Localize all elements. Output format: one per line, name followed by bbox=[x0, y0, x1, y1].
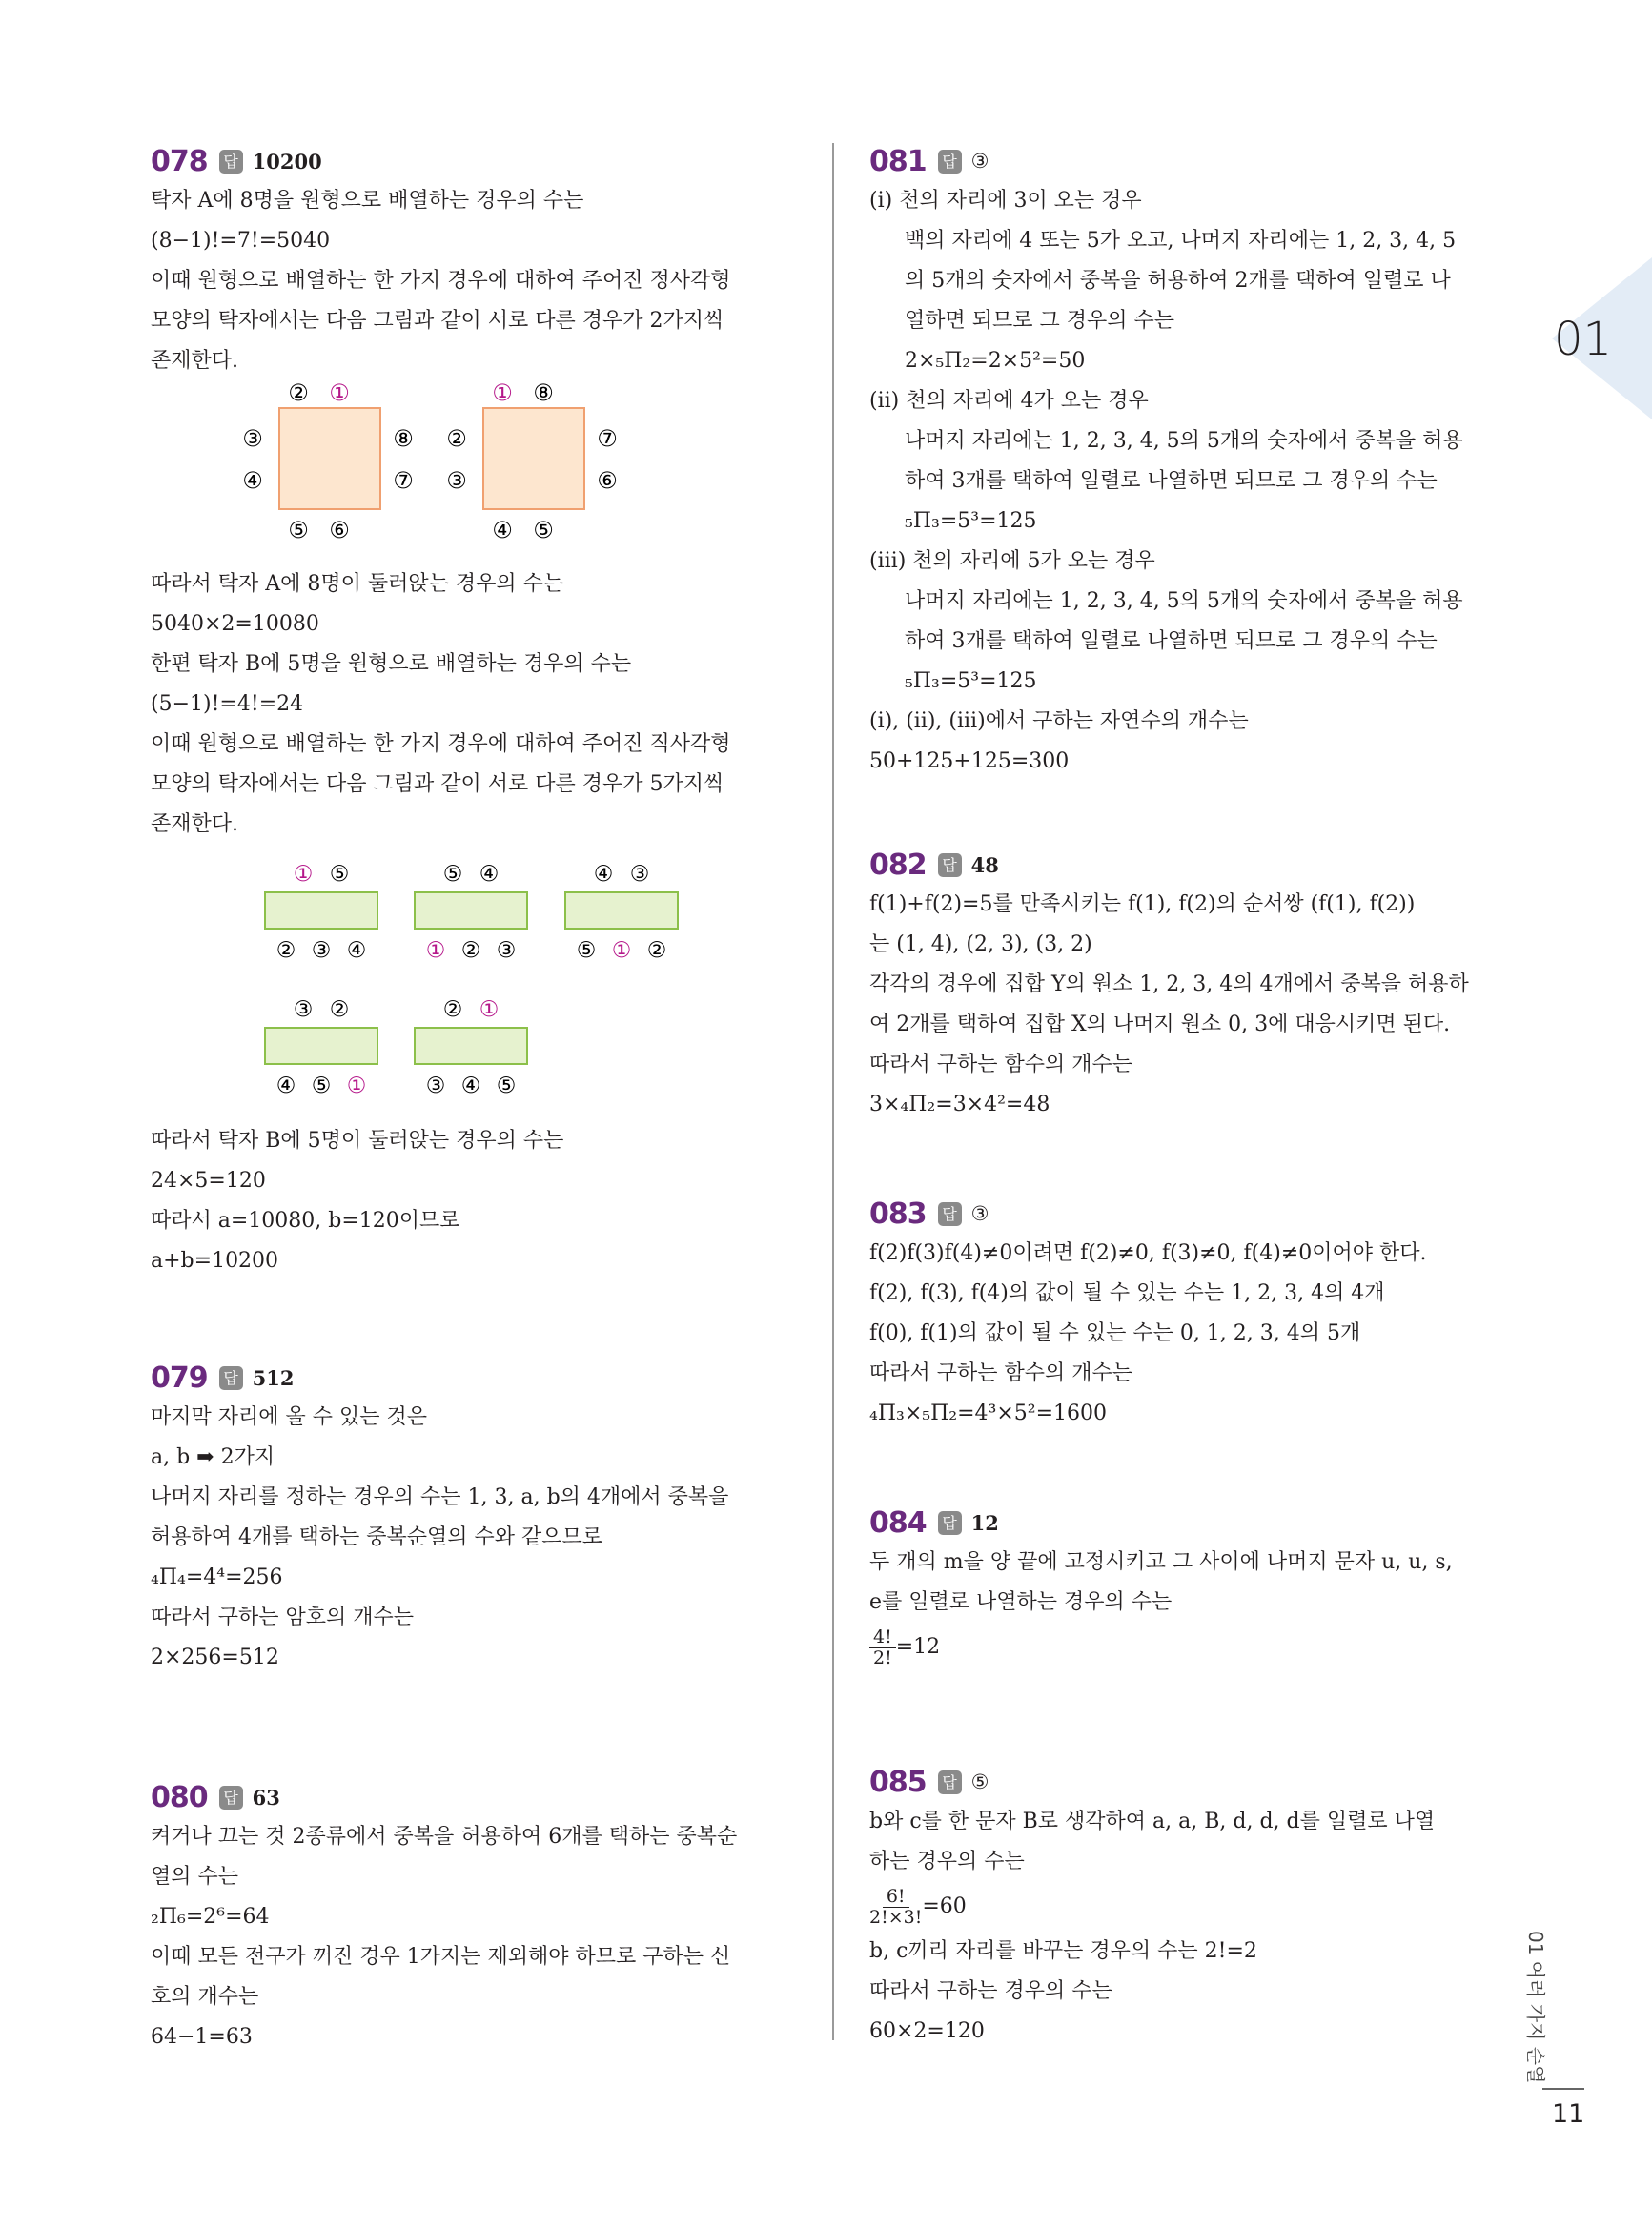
problem-number: 082 bbox=[869, 848, 927, 882]
solution-line: 의 5개의 숫자에서 중복을 허용하여 2개를 택하여 일렬로 나 bbox=[905, 269, 1451, 293]
seat-label: ② bbox=[446, 425, 467, 452]
solution-line: 따라서 구하는 암호의 개수는 bbox=[151, 1606, 415, 1629]
seat-label: ① bbox=[329, 381, 350, 406]
solution-line: ₅Π₃=5³=125 bbox=[905, 669, 1037, 693]
solution-line: 열하면 되므로 그 경우의 수는 bbox=[905, 309, 1174, 333]
solution-line: 열의 수는 bbox=[151, 1865, 239, 1889]
rect-table bbox=[265, 892, 377, 929]
solution-line: 따라서 구하는 함수의 개수는 bbox=[869, 1053, 1133, 1076]
fraction-numerator: 4! bbox=[869, 1627, 896, 1648]
problem-number: 078 bbox=[151, 144, 208, 178]
answer-value: 10200 bbox=[252, 149, 322, 174]
case-heading: (ⅰ) 천의 자리에 3이 오는 경우 bbox=[869, 189, 1142, 213]
solution-line: 하여 3개를 택하여 일렬로 나열하면 되므로 그 경우의 수는 bbox=[905, 469, 1438, 493]
answer-value: ⑤ bbox=[970, 1770, 989, 1793]
problem-081 bbox=[869, 141, 1518, 782]
solution-line: a, b ➡ 2가지 bbox=[151, 1445, 275, 1469]
solution-line: 따라서 a=10080, b=120이므로 bbox=[151, 1209, 460, 1233]
rect-table bbox=[565, 892, 678, 929]
seat-label: ⑤ bbox=[288, 517, 309, 543]
solution-line: 64−1=63 bbox=[151, 2025, 253, 2049]
seat-label: ⑤ bbox=[311, 1074, 332, 1098]
solution-line: 한편 탁자 B에 5명을 원형으로 배열하는 경우의 수는 bbox=[151, 652, 632, 676]
seat-label: ③ bbox=[446, 467, 467, 494]
problem-header bbox=[869, 141, 1518, 181]
seat-label: ③ bbox=[242, 425, 263, 452]
seat-label: ② bbox=[442, 997, 463, 1022]
problem-078 bbox=[151, 141, 799, 1281]
seat-label: ③ bbox=[629, 862, 650, 887]
solution-line: 3×₄Π₂=3×4²=48 bbox=[869, 1093, 1050, 1116]
solution-line: f(2)f(3)f(4)≠0이려면 f(2)≠0, f(3)≠0, f(4)≠0이어야 한다. bbox=[869, 1241, 1427, 1265]
solution-line: ₄Π₃×₅Π₂=4³×5²=1600 bbox=[869, 1401, 1108, 1425]
solution-line: 나머지 자리를 정하는 경우의 수는 1, 3, a, b의 4개에서 중복을 bbox=[151, 1485, 729, 1509]
seat-label: ⑦ bbox=[393, 467, 414, 494]
page-number-rule bbox=[1542, 2088, 1584, 2090]
problem-085 bbox=[869, 1762, 1518, 2052]
seat-label: ③ bbox=[496, 938, 517, 963]
solution-line: 각각의 경우에 집합 Y의 원소 1, 2, 3, 4의 4개에서 중복을 허용하 bbox=[869, 972, 1469, 996]
rect-table bbox=[415, 1028, 527, 1064]
solution-line: 하여 3개를 택하여 일렬로 나열하면 되므로 그 경우의 수는 bbox=[905, 629, 1438, 653]
solution-line: ₄Π₄=4⁴=256 bbox=[151, 1565, 283, 1589]
seat-label: ⑤ bbox=[442, 862, 463, 887]
seat-label: ② bbox=[460, 938, 481, 963]
problem-header bbox=[869, 1762, 1518, 1802]
seat-label: ④ bbox=[242, 467, 263, 494]
solution-line: 이때 모든 전구가 꺼진 경우 1가지는 제외해야 하므로 구하는 신 bbox=[151, 1945, 731, 1969]
seat-label: ④ bbox=[275, 1074, 296, 1098]
solution-line: 백의 자리에 4 또는 5가 오고, 나머지 자리에는 1, 2, 3, 4, 5 bbox=[905, 229, 1457, 253]
answer-tag: 답 bbox=[938, 1202, 962, 1226]
fraction-result: =12 bbox=[895, 1635, 941, 1659]
square-table-figure bbox=[151, 381, 799, 564]
seat-label: ② bbox=[275, 938, 296, 963]
seat-label: ① bbox=[479, 997, 500, 1022]
seat-label: ⑤ bbox=[533, 517, 554, 543]
seat-label: ① bbox=[492, 381, 513, 406]
seat-label: ⑥ bbox=[597, 467, 618, 494]
case-heading: (ⅱ) 천의 자리에 4가 오는 경우 bbox=[869, 389, 1149, 413]
solution-line: 이때 원형으로 배열하는 한 가지 경우에 대하여 주어진 정사각형 bbox=[151, 269, 731, 293]
solution-line: f(1)+f(2)=5를 만족시키는 f(1), f(2)의 순서쌍 (f(1), f(2)) bbox=[869, 892, 1416, 916]
seat-label: ④ bbox=[460, 1074, 481, 1098]
solution-line: f(2), f(3), f(4)의 값이 될 수 있는 수는 1, 2, 3, 4의 4개 bbox=[869, 1281, 1385, 1305]
fraction-denominator: 2! bbox=[873, 1647, 892, 1668]
solution-line: 따라서 구하는 함수의 개수는 bbox=[869, 1361, 1133, 1385]
answer-tag: 답 bbox=[938, 853, 962, 877]
solution-line: 따라서 구하는 경우의 수는 bbox=[869, 1979, 1112, 2003]
seat-label: ③ bbox=[425, 1074, 446, 1098]
rect-table-case bbox=[415, 997, 527, 1098]
solution-line: 호의 개수는 bbox=[151, 1985, 259, 2009]
solution-line: 모양의 탁자에서는 다음 그림과 같이 서로 다른 경우가 5가지씩 bbox=[151, 772, 724, 796]
solution-line: 따라서 탁자 A에 8명이 둘러앉는 경우의 수는 bbox=[151, 572, 564, 596]
solution-line: 2×256=512 bbox=[151, 1646, 279, 1669]
fraction bbox=[869, 1627, 896, 1668]
problem-number: 079 bbox=[151, 1361, 208, 1395]
rect-table-case bbox=[265, 862, 377, 963]
solution-line: ₅Π₃=5³=125 bbox=[905, 509, 1037, 533]
square-table-case bbox=[446, 381, 618, 543]
solution-line: e를 일렬로 나열하는 경우의 수는 bbox=[869, 1590, 1173, 1614]
solution-line: 허용하여 4개를 택하는 중복순열의 수와 같으므로 bbox=[151, 1525, 603, 1549]
solution-line: ₂Π₆=2⁶=64 bbox=[151, 1905, 270, 1929]
page-number: 11 bbox=[1552, 2099, 1585, 2129]
seat-label: ② bbox=[288, 381, 309, 406]
solution-line: 24×5=120 bbox=[151, 1169, 266, 1193]
problem-080 bbox=[151, 1777, 799, 2057]
solution-line: 나머지 자리에는 1, 2, 3, 4, 5의 5개의 숫자에서 중복을 허용 bbox=[905, 589, 1463, 613]
answer-tag: 답 bbox=[219, 1366, 243, 1390]
problem-number: 080 bbox=[151, 1780, 208, 1814]
answer-value: 12 bbox=[970, 1510, 999, 1535]
problem-number: 084 bbox=[869, 1505, 927, 1540]
case-heading: (ⅲ) 천의 자리에 5가 오는 경우 bbox=[869, 549, 1155, 573]
solution-line: 두 개의 m을 양 끝에 고정시키고 그 사이에 나머지 문자 u, u, s, bbox=[869, 1550, 1453, 1574]
problem-number: 085 bbox=[869, 1765, 927, 1799]
solution-line: 50+125+125=300 bbox=[869, 749, 1070, 773]
solution-line: 하는 경우의 수는 bbox=[869, 1850, 1025, 1873]
seat-label: ③ bbox=[311, 938, 332, 963]
solution-line: 존재한다. bbox=[151, 349, 239, 373]
answer-value: 48 bbox=[970, 852, 999, 877]
column-divider bbox=[832, 143, 834, 2040]
rect-table bbox=[415, 892, 527, 929]
answer-value: 512 bbox=[252, 1365, 295, 1390]
seat-label: ② bbox=[646, 938, 667, 963]
solution-line: 이때 원형으로 배열하는 한 가지 경우에 대하여 주어진 직사각형 bbox=[151, 732, 731, 756]
solution-line: 모양의 탁자에서는 다음 그림과 같이 서로 다른 경우가 2가지씩 bbox=[151, 309, 724, 333]
problem-header bbox=[869, 845, 1518, 885]
solution-line: 60×2=120 bbox=[869, 2019, 985, 2043]
solution-line: (ⅰ), (ⅱ), (ⅲ)에서 구하는 자연수의 개수는 bbox=[869, 709, 1249, 733]
seat-label: ⑧ bbox=[533, 381, 554, 406]
rect-table-case bbox=[265, 997, 377, 1098]
answer-tag: 답 bbox=[938, 150, 962, 174]
problem-header bbox=[869, 1503, 1518, 1543]
seat-label: ① bbox=[346, 1074, 367, 1098]
solution-line: (8−1)!=7!=5040 bbox=[151, 229, 331, 253]
seat-label: ⑦ bbox=[597, 425, 618, 452]
solution-line: 는 (1, 4), (2, 3), (3, 2) bbox=[869, 932, 1092, 956]
section-title: 01 여러 가지 순열 bbox=[1524, 1931, 1547, 2084]
fraction bbox=[869, 1887, 922, 1928]
solution-line: 존재한다. bbox=[151, 812, 239, 836]
solution-line: 여 2개를 택하여 집합 X의 나머지 원소 0, 3에 대응시키면 된다. bbox=[869, 1013, 1451, 1036]
answer-tag: 답 bbox=[219, 1786, 243, 1810]
solution-line: f(0), f(1)의 값이 될 수 있는 수는 0, 1, 2, 3, 4의 5개 bbox=[869, 1321, 1361, 1345]
seat-label: ① bbox=[293, 862, 314, 887]
solution-line: 탁자 A에 8명을 원형으로 배열하는 경우의 수는 bbox=[151, 189, 584, 213]
answer-value: 63 bbox=[252, 1785, 280, 1810]
rect-table-case bbox=[415, 862, 527, 963]
seat-label: ⑤ bbox=[496, 1074, 517, 1098]
chapter-number: 01 bbox=[1554, 313, 1613, 366]
answer-value: ③ bbox=[970, 150, 989, 173]
solution-line: (5−1)!=4!=24 bbox=[151, 692, 304, 716]
solution-line: 2×₅Π₂=2×5²=50 bbox=[905, 349, 1086, 373]
seat-label: ④ bbox=[593, 862, 614, 887]
fraction-line bbox=[869, 1882, 1518, 1932]
answer-tag: 답 bbox=[938, 1511, 962, 1535]
seat-label: ④ bbox=[346, 938, 367, 963]
square-table-case bbox=[242, 381, 414, 543]
fraction-numerator: 6! bbox=[883, 1887, 909, 1908]
seat-label: ⑤ bbox=[329, 862, 350, 887]
fraction-line bbox=[869, 1623, 1518, 1672]
seat-label: ② bbox=[329, 997, 350, 1022]
square-table bbox=[483, 408, 584, 509]
solution-line: 나머지 자리에는 1, 2, 3, 4, 5의 5개의 숫자에서 중복을 허용 bbox=[905, 429, 1463, 453]
rect-table-case bbox=[565, 862, 678, 963]
problem-number: 081 bbox=[869, 144, 927, 178]
seat-label: ③ bbox=[293, 997, 314, 1022]
problem-header bbox=[151, 1358, 799, 1398]
rect-table bbox=[265, 1028, 377, 1064]
problem-082 bbox=[869, 845, 1518, 1125]
solution-line: 따라서 탁자 B에 5명이 둘러앉는 경우의 수는 bbox=[151, 1129, 564, 1153]
answer-tag: 답 bbox=[219, 150, 243, 174]
solution-line: a+b=10200 bbox=[151, 1249, 279, 1273]
solution-line: 켜거나 끄는 것 2종류에서 중복을 허용하여 6개를 택하는 중복순 bbox=[151, 1825, 738, 1849]
fraction-denominator: 2!×3! bbox=[869, 1906, 923, 1928]
problem-header bbox=[151, 141, 799, 181]
seat-label: ① bbox=[611, 938, 632, 963]
solution-line: b와 c를 한 문자 B로 생각하여 a, a, B, d, d, d를 일렬로 나열 bbox=[869, 1810, 1436, 1833]
square-table bbox=[279, 408, 380, 509]
solution-line: b, c끼리 자리를 바꾸는 경우의 수는 2!=2 bbox=[869, 1939, 1257, 1963]
solution-line: 5040×2=10080 bbox=[151, 612, 319, 636]
problem-number: 083 bbox=[869, 1197, 927, 1231]
answer-value: ③ bbox=[970, 1202, 989, 1225]
problem-084 bbox=[869, 1503, 1518, 1672]
seat-label: ④ bbox=[479, 862, 500, 887]
seat-label: ④ bbox=[492, 517, 513, 543]
problem-header bbox=[869, 1194, 1518, 1234]
problem-083 bbox=[869, 1194, 1518, 1434]
seat-label: ⑤ bbox=[576, 938, 597, 963]
seat-label: ⑧ bbox=[393, 425, 414, 452]
answer-tag: 답 bbox=[938, 1770, 962, 1794]
problem-header bbox=[151, 1777, 799, 1817]
chapter-tab bbox=[1533, 257, 1652, 419]
seat-label: ⑥ bbox=[329, 517, 350, 543]
solution-line: 마지막 자리에 올 수 있는 것은 bbox=[151, 1405, 427, 1429]
rect-table-figure bbox=[151, 845, 799, 1121]
seat-label: ① bbox=[425, 938, 446, 963]
fraction-result: =60 bbox=[922, 1894, 967, 1918]
problem-079 bbox=[151, 1358, 799, 1678]
